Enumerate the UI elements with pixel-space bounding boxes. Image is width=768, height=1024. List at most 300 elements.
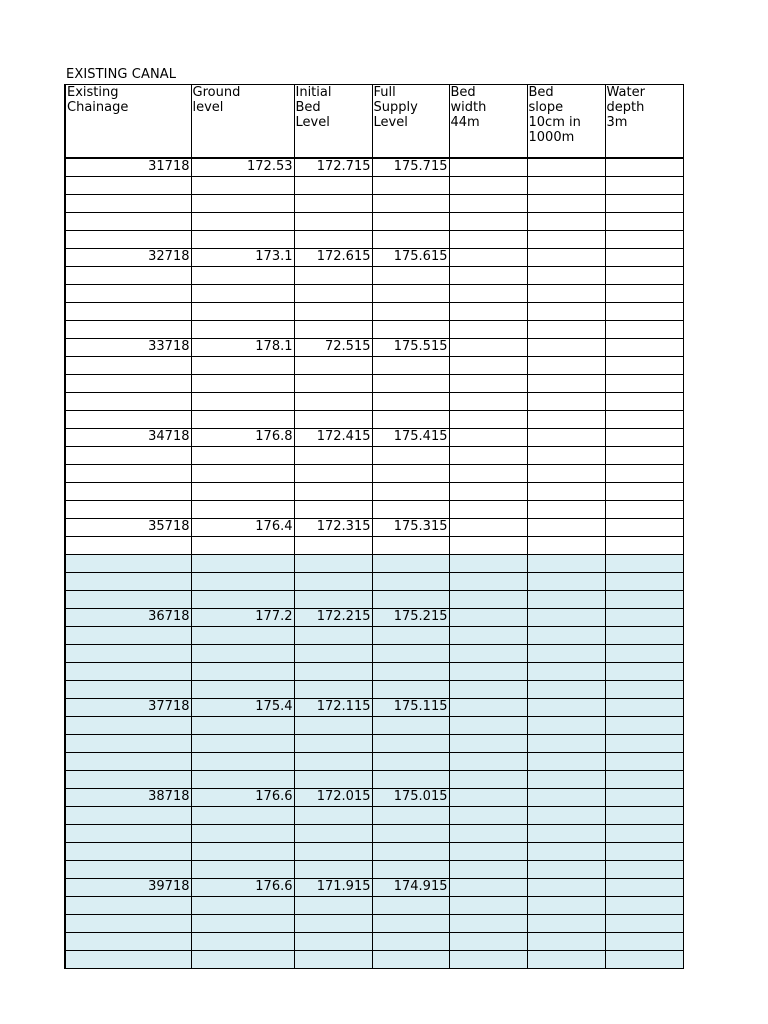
initial-bed-level-cell[interactable]: 172.715: [294, 158, 372, 177]
initial-bed-level-cell[interactable]: [294, 375, 372, 393]
full-supply-level-cell[interactable]: 175.015: [372, 789, 449, 807]
chainage-cell[interactable]: [65, 447, 191, 465]
chainage-cell[interactable]: [65, 213, 191, 231]
bed-slope-cell[interactable]: [527, 681, 605, 699]
full-supply-level-cell[interactable]: 175.615: [372, 249, 449, 267]
water-depth-cell[interactable]: [605, 213, 683, 231]
initial-bed-level-cell[interactable]: [294, 663, 372, 681]
header-water-depth[interactable]: [605, 85, 683, 159]
chainage-cell[interactable]: [65, 843, 191, 861]
full-supply-level-cell[interactable]: [372, 555, 449, 573]
bed-width-cell[interactable]: [449, 249, 527, 267]
chainage-cell[interactable]: [65, 393, 191, 411]
initial-bed-level-cell[interactable]: [294, 213, 372, 231]
full-supply-level-cell[interactable]: [372, 303, 449, 321]
bed-width-cell[interactable]: [449, 861, 527, 879]
full-supply-level-cell[interactable]: [372, 663, 449, 681]
full-supply-level-cell[interactable]: [372, 897, 449, 915]
water-depth-cell[interactable]: [605, 501, 683, 519]
chainage-cell[interactable]: [65, 681, 191, 699]
ground-level-cell[interactable]: [191, 303, 294, 321]
chainage-cell[interactable]: [65, 591, 191, 609]
full-supply-level-cell[interactable]: [372, 177, 449, 195]
ground-level-cell[interactable]: [191, 285, 294, 303]
bed-slope-cell[interactable]: [527, 915, 605, 933]
water-depth-cell[interactable]: [605, 519, 683, 537]
chainage-cell[interactable]: [65, 825, 191, 843]
bed-slope-cell[interactable]: [527, 195, 605, 213]
bed-width-cell[interactable]: [449, 537, 527, 555]
bed-slope-cell[interactable]: [527, 861, 605, 879]
chainage-cell[interactable]: [65, 195, 191, 213]
chainage-cell[interactable]: [65, 555, 191, 573]
initial-bed-level-cell[interactable]: [294, 393, 372, 411]
ground-level-cell[interactable]: [191, 231, 294, 249]
full-supply-level-cell[interactable]: 175.515: [372, 339, 449, 357]
full-supply-level-cell[interactable]: 175.415: [372, 429, 449, 447]
chainage-cell[interactable]: [65, 807, 191, 825]
water-depth-cell[interactable]: [605, 807, 683, 825]
bed-width-cell[interactable]: [449, 393, 527, 411]
chainage-cell[interactable]: 32718: [65, 249, 191, 267]
water-depth-cell[interactable]: [605, 735, 683, 753]
ground-level-cell[interactable]: [191, 537, 294, 555]
ground-level-cell[interactable]: [191, 267, 294, 285]
water-depth-cell[interactable]: [605, 285, 683, 303]
chainage-cell[interactable]: [65, 573, 191, 591]
bed-width-cell[interactable]: [449, 555, 527, 573]
water-depth-cell[interactable]: [605, 555, 683, 573]
chainage-cell[interactable]: [65, 231, 191, 249]
full-supply-level-cell[interactable]: 175.315: [372, 519, 449, 537]
bed-slope-cell[interactable]: [527, 573, 605, 591]
ground-level-cell[interactable]: [191, 555, 294, 573]
initial-bed-level-cell[interactable]: [294, 861, 372, 879]
water-depth-cell[interactable]: [605, 627, 683, 645]
bed-width-cell[interactable]: [449, 825, 527, 843]
water-depth-cell[interactable]: [605, 411, 683, 429]
water-depth-cell[interactable]: [605, 158, 683, 177]
ground-level-cell[interactable]: [191, 357, 294, 375]
header-bed-width[interactable]: [449, 85, 527, 159]
bed-width-cell[interactable]: [449, 321, 527, 339]
initial-bed-level-cell[interactable]: [294, 231, 372, 249]
bed-slope-cell[interactable]: [527, 321, 605, 339]
bed-slope-cell[interactable]: [527, 483, 605, 501]
bed-width-cell[interactable]: [449, 303, 527, 321]
bed-width-cell[interactable]: [449, 285, 527, 303]
bed-width-cell[interactable]: [449, 195, 527, 213]
bed-slope-cell[interactable]: [527, 843, 605, 861]
ground-level-cell[interactable]: [191, 825, 294, 843]
bed-slope-cell[interactable]: [527, 807, 605, 825]
water-depth-cell[interactable]: [605, 393, 683, 411]
bed-width-cell[interactable]: [449, 627, 527, 645]
chainage-cell[interactable]: [65, 897, 191, 915]
bed-width-cell[interactable]: [449, 645, 527, 663]
bed-width-cell[interactable]: [449, 933, 527, 951]
chainage-cell[interactable]: 37718: [65, 699, 191, 717]
chainage-cell[interactable]: [65, 717, 191, 735]
initial-bed-level-cell[interactable]: [294, 843, 372, 861]
ground-level-cell[interactable]: [191, 753, 294, 771]
full-supply-level-cell[interactable]: [372, 735, 449, 753]
ground-level-cell[interactable]: 178.1: [191, 339, 294, 357]
bed-width-cell[interactable]: [449, 213, 527, 231]
bed-width-cell[interactable]: [449, 573, 527, 591]
ground-level-cell[interactable]: [191, 393, 294, 411]
initial-bed-level-cell[interactable]: [294, 771, 372, 789]
full-supply-level-cell[interactable]: [372, 951, 449, 969]
initial-bed-level-cell[interactable]: [294, 591, 372, 609]
full-supply-level-cell[interactable]: [372, 771, 449, 789]
initial-bed-level-cell[interactable]: [294, 267, 372, 285]
water-depth-cell[interactable]: [605, 609, 683, 627]
ground-level-cell[interactable]: 172.53: [191, 158, 294, 177]
initial-bed-level-cell[interactable]: [294, 285, 372, 303]
chainage-cell[interactable]: [65, 465, 191, 483]
bed-slope-cell[interactable]: [527, 771, 605, 789]
initial-bed-level-cell[interactable]: [294, 933, 372, 951]
full-supply-level-cell[interactable]: [372, 447, 449, 465]
full-supply-level-cell[interactable]: [372, 285, 449, 303]
bed-slope-cell[interactable]: [527, 699, 605, 717]
initial-bed-level-cell[interactable]: [294, 951, 372, 969]
ground-level-cell[interactable]: 176.6: [191, 879, 294, 897]
ground-level-cell[interactable]: 176.6: [191, 789, 294, 807]
bed-slope-cell[interactable]: [527, 158, 605, 177]
bed-slope-cell[interactable]: [527, 897, 605, 915]
bed-width-cell[interactable]: [449, 771, 527, 789]
ground-level-cell[interactable]: [191, 411, 294, 429]
initial-bed-level-cell[interactable]: 172.215: [294, 609, 372, 627]
water-depth-cell[interactable]: [605, 861, 683, 879]
full-supply-level-cell[interactable]: [372, 573, 449, 591]
ground-level-cell[interactable]: [191, 771, 294, 789]
bed-slope-cell[interactable]: [527, 735, 605, 753]
water-depth-cell[interactable]: [605, 933, 683, 951]
water-depth-cell[interactable]: [605, 465, 683, 483]
bed-width-cell[interactable]: [449, 753, 527, 771]
water-depth-cell[interactable]: [605, 753, 683, 771]
ground-level-cell[interactable]: 173.1: [191, 249, 294, 267]
bed-slope-cell[interactable]: [527, 411, 605, 429]
water-depth-cell[interactable]: [605, 843, 683, 861]
bed-width-cell[interactable]: [449, 807, 527, 825]
full-supply-level-cell[interactable]: [372, 807, 449, 825]
chainage-cell[interactable]: [65, 915, 191, 933]
bed-slope-cell[interactable]: [527, 285, 605, 303]
bed-width-cell[interactable]: [449, 915, 527, 933]
initial-bed-level-cell[interactable]: [294, 465, 372, 483]
header-full-supply-level[interactable]: [372, 85, 449, 159]
initial-bed-level-cell[interactable]: [294, 735, 372, 753]
ground-level-cell[interactable]: [191, 681, 294, 699]
chainage-cell[interactable]: 38718: [65, 789, 191, 807]
bed-slope-cell[interactable]: [527, 933, 605, 951]
initial-bed-level-cell[interactable]: [294, 195, 372, 213]
header-ground-level[interactable]: [191, 85, 294, 159]
full-supply-level-cell[interactable]: [372, 375, 449, 393]
initial-bed-level-cell[interactable]: [294, 357, 372, 375]
initial-bed-level-cell[interactable]: [294, 807, 372, 825]
initial-bed-level-cell[interactable]: 172.115: [294, 699, 372, 717]
water-depth-cell[interactable]: [605, 699, 683, 717]
bed-slope-cell[interactable]: [527, 393, 605, 411]
bed-slope-cell[interactable]: [527, 465, 605, 483]
chainage-cell[interactable]: 39718: [65, 879, 191, 897]
bed-width-cell[interactable]: [449, 609, 527, 627]
ground-level-cell[interactable]: [191, 483, 294, 501]
bed-width-cell[interactable]: [449, 375, 527, 393]
ground-level-cell[interactable]: [191, 501, 294, 519]
bed-slope-cell[interactable]: [527, 213, 605, 231]
chainage-cell[interactable]: [65, 663, 191, 681]
water-depth-cell[interactable]: [605, 231, 683, 249]
bed-width-cell[interactable]: [449, 429, 527, 447]
bed-width-cell[interactable]: [449, 879, 527, 897]
bed-width-cell[interactable]: [449, 699, 527, 717]
ground-level-cell[interactable]: [191, 375, 294, 393]
water-depth-cell[interactable]: [605, 249, 683, 267]
chainage-cell[interactable]: [65, 357, 191, 375]
ground-level-cell[interactable]: [191, 897, 294, 915]
full-supply-level-cell[interactable]: [372, 501, 449, 519]
full-supply-level-cell[interactable]: [372, 213, 449, 231]
full-supply-level-cell[interactable]: [372, 717, 449, 735]
water-depth-cell[interactable]: [605, 591, 683, 609]
full-supply-level-cell[interactable]: [372, 627, 449, 645]
initial-bed-level-cell[interactable]: [294, 915, 372, 933]
bed-width-cell[interactable]: [449, 519, 527, 537]
water-depth-cell[interactable]: [605, 429, 683, 447]
chainage-cell[interactable]: [65, 483, 191, 501]
initial-bed-level-cell[interactable]: 171.915: [294, 879, 372, 897]
water-depth-cell[interactable]: [605, 717, 683, 735]
chainage-cell[interactable]: 36718: [65, 609, 191, 627]
full-supply-level-cell[interactable]: 175.215: [372, 609, 449, 627]
initial-bed-level-cell[interactable]: [294, 645, 372, 663]
full-supply-level-cell[interactable]: [372, 861, 449, 879]
initial-bed-level-cell[interactable]: 72.515: [294, 339, 372, 357]
full-supply-level-cell[interactable]: [372, 321, 449, 339]
water-depth-cell[interactable]: [605, 897, 683, 915]
ground-level-cell[interactable]: [191, 195, 294, 213]
bed-slope-cell[interactable]: [527, 357, 605, 375]
full-supply-level-cell[interactable]: [372, 537, 449, 555]
ground-level-cell[interactable]: 176.8: [191, 429, 294, 447]
chainage-cell[interactable]: [65, 951, 191, 969]
chainage-cell[interactable]: [65, 303, 191, 321]
initial-bed-level-cell[interactable]: [294, 303, 372, 321]
bed-slope-cell[interactable]: [527, 627, 605, 645]
initial-bed-level-cell[interactable]: [294, 897, 372, 915]
initial-bed-level-cell[interactable]: [294, 321, 372, 339]
water-depth-cell[interactable]: [605, 771, 683, 789]
initial-bed-level-cell[interactable]: [294, 411, 372, 429]
full-supply-level-cell[interactable]: 174.915: [372, 879, 449, 897]
chainage-cell[interactable]: 31718: [65, 158, 191, 177]
initial-bed-level-cell[interactable]: [294, 717, 372, 735]
bed-width-cell[interactable]: [449, 951, 527, 969]
full-supply-level-cell[interactable]: [372, 591, 449, 609]
initial-bed-level-cell[interactable]: [294, 177, 372, 195]
bed-width-cell[interactable]: [449, 663, 527, 681]
water-depth-cell[interactable]: [605, 267, 683, 285]
chainage-cell[interactable]: [65, 411, 191, 429]
chainage-cell[interactable]: [65, 285, 191, 303]
bed-width-cell[interactable]: [449, 483, 527, 501]
ground-level-cell[interactable]: [191, 321, 294, 339]
water-depth-cell[interactable]: [605, 447, 683, 465]
initial-bed-level-cell[interactable]: 172.615: [294, 249, 372, 267]
initial-bed-level-cell[interactable]: [294, 537, 372, 555]
water-depth-cell[interactable]: [605, 537, 683, 555]
bed-slope-cell[interactable]: [527, 555, 605, 573]
full-supply-level-cell[interactable]: [372, 681, 449, 699]
full-supply-level-cell[interactable]: [372, 933, 449, 951]
full-supply-level-cell[interactable]: [372, 915, 449, 933]
ground-level-cell[interactable]: 177.2: [191, 609, 294, 627]
chainage-cell[interactable]: 34718: [65, 429, 191, 447]
full-supply-level-cell[interactable]: [372, 843, 449, 861]
bed-width-cell[interactable]: [449, 897, 527, 915]
bed-slope-cell[interactable]: [527, 429, 605, 447]
bed-width-cell[interactable]: [449, 158, 527, 177]
initial-bed-level-cell[interactable]: [294, 753, 372, 771]
ground-level-cell[interactable]: [191, 717, 294, 735]
bed-slope-cell[interactable]: [527, 249, 605, 267]
ground-level-cell[interactable]: [191, 951, 294, 969]
chainage-cell[interactable]: [65, 645, 191, 663]
bed-slope-cell[interactable]: [527, 663, 605, 681]
water-depth-cell[interactable]: [605, 789, 683, 807]
bed-slope-cell[interactable]: [527, 231, 605, 249]
chainage-cell[interactable]: [65, 933, 191, 951]
full-supply-level-cell[interactable]: [372, 753, 449, 771]
bed-slope-cell[interactable]: [527, 609, 605, 627]
full-supply-level-cell[interactable]: [372, 267, 449, 285]
initial-bed-level-cell[interactable]: 172.015: [294, 789, 372, 807]
chainage-cell[interactable]: [65, 177, 191, 195]
chainage-cell[interactable]: [65, 375, 191, 393]
water-depth-cell[interactable]: [605, 357, 683, 375]
initial-bed-level-cell[interactable]: [294, 627, 372, 645]
bed-width-cell[interactable]: [449, 339, 527, 357]
ground-level-cell[interactable]: [191, 447, 294, 465]
bed-width-cell[interactable]: [449, 231, 527, 249]
bed-slope-cell[interactable]: [527, 717, 605, 735]
water-depth-cell[interactable]: [605, 879, 683, 897]
bed-width-cell[interactable]: [449, 267, 527, 285]
water-depth-cell[interactable]: [605, 177, 683, 195]
bed-width-cell[interactable]: [449, 411, 527, 429]
full-supply-level-cell[interactable]: [372, 357, 449, 375]
ground-level-cell[interactable]: [191, 735, 294, 753]
chainage-cell[interactable]: [65, 537, 191, 555]
bed-slope-cell[interactable]: [527, 591, 605, 609]
bed-slope-cell[interactable]: [527, 879, 605, 897]
header-existing-chainage[interactable]: [65, 85, 191, 159]
water-depth-cell[interactable]: [605, 663, 683, 681]
full-supply-level-cell[interactable]: [372, 393, 449, 411]
full-supply-level-cell[interactable]: [372, 825, 449, 843]
chainage-cell[interactable]: [65, 771, 191, 789]
bed-slope-cell[interactable]: [527, 645, 605, 663]
initial-bed-level-cell[interactable]: 172.315: [294, 519, 372, 537]
initial-bed-level-cell[interactable]: [294, 825, 372, 843]
full-supply-level-cell[interactable]: [372, 411, 449, 429]
bed-slope-cell[interactable]: [527, 789, 605, 807]
initial-bed-level-cell[interactable]: [294, 573, 372, 591]
chainage-cell[interactable]: [65, 735, 191, 753]
bed-width-cell[interactable]: [449, 501, 527, 519]
bed-width-cell[interactable]: [449, 591, 527, 609]
water-depth-cell[interactable]: [605, 573, 683, 591]
bed-width-cell[interactable]: [449, 177, 527, 195]
ground-level-cell[interactable]: [191, 465, 294, 483]
full-supply-level-cell[interactable]: [372, 465, 449, 483]
chainage-cell[interactable]: [65, 753, 191, 771]
water-depth-cell[interactable]: [605, 825, 683, 843]
header-initial-bed-level[interactable]: [294, 85, 372, 159]
bed-slope-cell[interactable]: [527, 951, 605, 969]
water-depth-cell[interactable]: [605, 681, 683, 699]
bed-width-cell[interactable]: [449, 735, 527, 753]
bed-slope-cell[interactable]: [527, 339, 605, 357]
ground-level-cell[interactable]: 176.4: [191, 519, 294, 537]
bed-width-cell[interactable]: [449, 717, 527, 735]
initial-bed-level-cell[interactable]: [294, 483, 372, 501]
ground-level-cell[interactable]: [191, 915, 294, 933]
ground-level-cell[interactable]: [191, 807, 294, 825]
ground-level-cell[interactable]: [191, 933, 294, 951]
header-bed-slope[interactable]: [527, 85, 605, 159]
chainage-cell[interactable]: [65, 501, 191, 519]
bed-slope-cell[interactable]: [527, 753, 605, 771]
bed-slope-cell[interactable]: [527, 825, 605, 843]
initial-bed-level-cell[interactable]: [294, 447, 372, 465]
initial-bed-level-cell[interactable]: [294, 501, 372, 519]
initial-bed-level-cell[interactable]: [294, 555, 372, 573]
bed-slope-cell[interactable]: [527, 267, 605, 285]
bed-width-cell[interactable]: [449, 447, 527, 465]
bed-slope-cell[interactable]: [527, 501, 605, 519]
full-supply-level-cell[interactable]: 175.115: [372, 699, 449, 717]
water-depth-cell[interactable]: [605, 321, 683, 339]
ground-level-cell[interactable]: [191, 177, 294, 195]
ground-level-cell[interactable]: [191, 213, 294, 231]
full-supply-level-cell[interactable]: [372, 195, 449, 213]
chainage-cell[interactable]: [65, 861, 191, 879]
ground-level-cell[interactable]: [191, 645, 294, 663]
full-supply-level-cell[interactable]: [372, 645, 449, 663]
ground-level-cell[interactable]: [191, 843, 294, 861]
bed-width-cell[interactable]: [449, 843, 527, 861]
bed-slope-cell[interactable]: [527, 537, 605, 555]
bed-width-cell[interactable]: [449, 789, 527, 807]
bed-slope-cell[interactable]: [527, 375, 605, 393]
ground-level-cell[interactable]: [191, 627, 294, 645]
ground-level-cell[interactable]: 175.4: [191, 699, 294, 717]
water-depth-cell[interactable]: [605, 483, 683, 501]
initial-bed-level-cell[interactable]: 172.415: [294, 429, 372, 447]
full-supply-level-cell[interactable]: 175.715: [372, 158, 449, 177]
initial-bed-level-cell[interactable]: [294, 681, 372, 699]
bed-slope-cell[interactable]: [527, 303, 605, 321]
chainage-cell[interactable]: [65, 321, 191, 339]
full-supply-level-cell[interactable]: [372, 231, 449, 249]
